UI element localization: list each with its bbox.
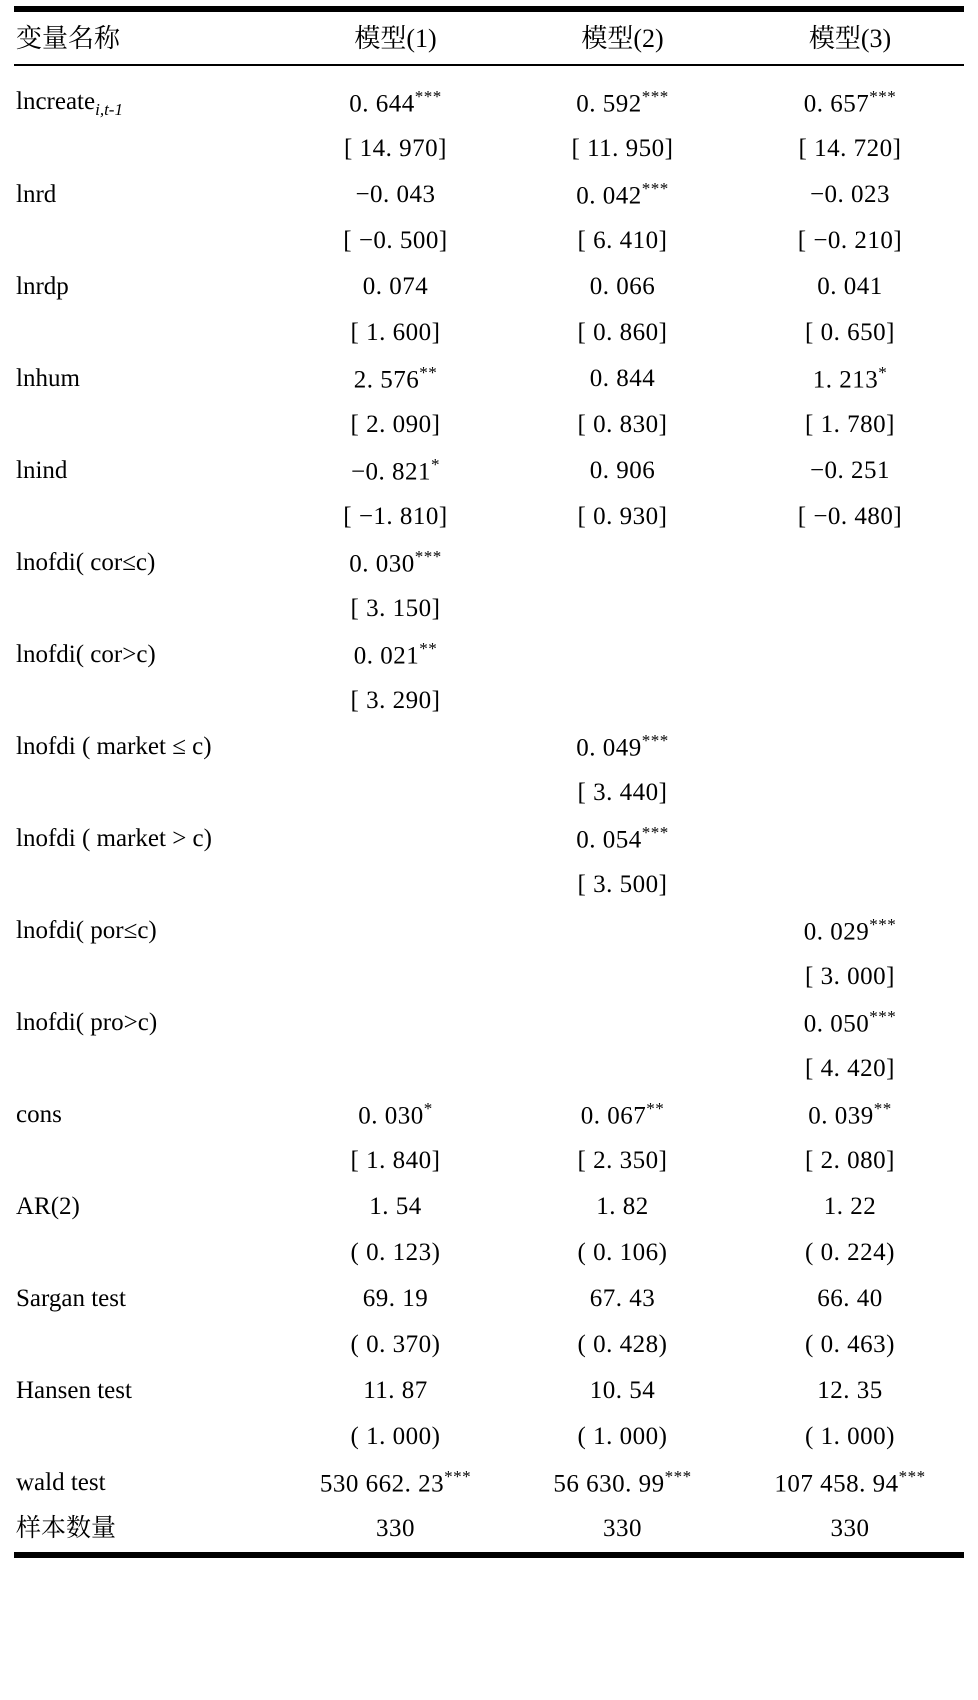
- coefficient-cell: [509, 908, 736, 954]
- coefficient-cell: [282, 1000, 509, 1046]
- row-label: AR(2): [16, 1193, 80, 1221]
- test-statistic-cell: [282, 954, 509, 1000]
- test-statistic-cell: [ 11. 950]: [571, 134, 674, 162]
- test-statistic-cell: [ 0. 650]: [805, 318, 895, 346]
- row-label: lnrdp: [16, 273, 69, 301]
- coefficient-cell: 0. 074: [362, 272, 429, 300]
- test-statistic-cell: [ 2. 080]: [805, 1146, 895, 1174]
- test-statistic-cell: [736, 586, 964, 632]
- significance-stars: **: [419, 363, 438, 383]
- row-label: Sargan test: [16, 1285, 126, 1313]
- coefficient-cell: [736, 632, 964, 678]
- coefficient-cell: −0. 251: [809, 456, 891, 484]
- table-row: [14, 678, 964, 724]
- significance-stars: **: [419, 639, 438, 659]
- test-statistic-cell: [ 4. 420]: [805, 1054, 895, 1082]
- coefficient-cell: 0. 067**: [580, 1099, 665, 1130]
- significance-stars: *: [878, 363, 888, 383]
- row-label: lnofdi ( market ≤ c): [16, 733, 212, 761]
- test-statistic-cell: [ 1. 840]: [350, 1146, 441, 1174]
- row-label: Hansen test: [16, 1377, 132, 1405]
- header-model-2: 模型(2): [581, 24, 664, 53]
- table-body: [14, 66, 964, 1552]
- coefficient-cell: −0. 821*: [350, 455, 441, 486]
- row-label-empty: [14, 1046, 282, 1092]
- significance-stars: *: [431, 455, 441, 475]
- significance-stars: ***: [641, 87, 669, 107]
- row-label: lnofdi( cor≤c): [16, 549, 156, 577]
- coefficient-cell: 0. 030***: [349, 547, 442, 578]
- significance-stars: ***: [414, 87, 442, 107]
- test-statistic-cell: [ −1. 810]: [343, 502, 448, 530]
- significance-stars: **: [873, 1099, 892, 1119]
- test-statistic-cell: [ 2. 350]: [577, 1146, 668, 1174]
- table-row: [14, 724, 964, 770]
- test-statistic-cell: [ 3. 000]: [805, 962, 895, 990]
- table-row: [14, 1276, 964, 1322]
- test-statistic-cell: ( 0. 370): [350, 1330, 441, 1358]
- coefficient-cell: 66. 40: [817, 1284, 883, 1312]
- table-row: [14, 816, 964, 862]
- coefficient-cell: 1. 82: [596, 1192, 649, 1220]
- test-statistic-cell: [736, 862, 964, 908]
- table-row: [14, 448, 964, 494]
- table-row: [14, 1414, 964, 1460]
- coefficient-cell: 2. 576**: [353, 363, 438, 394]
- row-label: cons: [16, 1101, 62, 1129]
- coefficient-cell: 0. 844: [589, 364, 656, 392]
- test-statistic-cell: [ 0. 860]: [577, 318, 668, 346]
- coefficient-cell: −0. 043: [355, 180, 436, 208]
- test-statistic-cell: ( 1. 000): [577, 1422, 668, 1450]
- coefficient-cell: 12. 35: [817, 1376, 883, 1404]
- significance-stars: ***: [869, 87, 897, 107]
- row-label-empty: [14, 402, 282, 448]
- coefficient-cell: 0. 042***: [576, 179, 669, 210]
- header-model-3: 模型(3): [808, 24, 892, 53]
- test-statistic-cell: [282, 1046, 509, 1092]
- significance-stars: ***: [641, 179, 669, 199]
- coefficient-cell: 56 630. 99***: [553, 1467, 692, 1498]
- test-statistic-cell: [ 14. 970]: [344, 134, 447, 162]
- significance-stars: *: [423, 1099, 433, 1119]
- row-label: lnofdi( cor>c): [16, 641, 156, 669]
- row-label-empty: [14, 494, 282, 540]
- row-label: 样本数量: [16, 1515, 117, 1543]
- coefficient-cell: 0. 021**: [353, 639, 438, 670]
- table-row: [14, 310, 964, 356]
- coefficient-cell: [736, 540, 964, 586]
- row-label-empty: [14, 218, 282, 264]
- row-label-empty: [14, 1138, 282, 1184]
- significance-stars: ***: [869, 915, 897, 935]
- significance-stars: ***: [641, 731, 669, 751]
- table-row: [14, 1092, 964, 1138]
- table-row: [14, 1138, 964, 1184]
- table-row: [14, 1460, 964, 1506]
- table-row: [14, 172, 964, 218]
- test-statistic-cell: [ 14. 720]: [798, 134, 902, 162]
- coefficient-cell: [282, 816, 509, 862]
- table-row: [14, 1322, 964, 1368]
- coefficient-cell: [282, 724, 509, 770]
- row-label: lnhum: [16, 365, 80, 393]
- spacer-cell: [509, 66, 736, 80]
- row-label-empty: [14, 1414, 282, 1460]
- test-statistic-cell: [ 3. 500]: [577, 870, 668, 898]
- row-label: lncreate$_{i,t-1}$: [16, 87, 123, 119]
- coefficient-cell: 0. 066: [589, 272, 656, 300]
- significance-stars: ***: [664, 1467, 692, 1487]
- row-label-empty: [14, 770, 282, 816]
- table-row: [14, 218, 964, 264]
- table-row: [14, 1368, 964, 1414]
- table-row: [14, 862, 964, 908]
- table-row: [14, 1506, 964, 1552]
- coefficient-cell: [282, 908, 509, 954]
- coefficient-cell: 69. 19: [362, 1284, 429, 1312]
- row-label-empty: [14, 862, 282, 908]
- test-statistic-cell: [736, 678, 964, 724]
- table-row: [14, 1000, 964, 1046]
- table-row: [14, 264, 964, 310]
- test-statistic-cell: ( 0. 463): [805, 1330, 895, 1358]
- spacer-cell: [14, 66, 282, 80]
- row-label-empty: [14, 310, 282, 356]
- row-label-empty: [14, 954, 282, 1000]
- header-model-1: 模型(1): [354, 24, 437, 53]
- test-statistic-cell: [736, 770, 964, 816]
- row-label: lnrd: [16, 181, 57, 209]
- test-statistic-cell: [ 2. 090]: [350, 410, 441, 438]
- test-statistic-cell: [ −0. 480]: [797, 502, 903, 530]
- test-statistic-cell: [ 1. 780]: [805, 410, 895, 438]
- row-label-empty: [14, 678, 282, 724]
- coefficient-cell: 330: [376, 1514, 415, 1542]
- coefficient-cell: 10. 54: [589, 1376, 656, 1404]
- test-statistic-cell: ( 0. 123): [350, 1238, 441, 1266]
- table-row: [14, 586, 964, 632]
- coefficient-cell: [736, 724, 964, 770]
- coefficient-cell: 67. 43: [589, 1284, 656, 1312]
- table-row: [14, 356, 964, 402]
- test-statistic-cell: ( 1. 000): [350, 1422, 441, 1450]
- significance-stars: ***: [641, 823, 669, 843]
- coefficient-cell: 1. 22: [823, 1192, 877, 1220]
- table-row: [14, 1184, 964, 1230]
- row-label: wald test: [16, 1469, 106, 1497]
- test-statistic-cell: [ 6. 410]: [577, 226, 668, 254]
- test-statistic-cell: [282, 770, 509, 816]
- coefficient-cell: 1. 213*: [812, 363, 888, 394]
- coefficient-cell: 0. 050***: [803, 1007, 897, 1038]
- statistical-table-container: [0, 6, 978, 1700]
- test-statistic-cell: ( 0. 106): [577, 1238, 668, 1266]
- coefficient-cell: 107 458. 94***: [774, 1467, 926, 1498]
- header-variable-name: 变量名称: [16, 24, 121, 53]
- significance-stars: ***: [414, 547, 442, 567]
- table-row: [14, 80, 964, 126]
- coefficient-cell: 0. 644***: [349, 87, 442, 118]
- table-row: [14, 1046, 964, 1092]
- test-statistic-cell: [509, 1046, 736, 1092]
- regression-results-body: [14, 66, 964, 1552]
- regression-results-table: [14, 12, 964, 64]
- test-statistic-cell: [ 1. 600]: [350, 318, 441, 346]
- test-statistic-cell: ( 0. 428): [577, 1330, 668, 1358]
- coefficient-cell: 0. 592***: [576, 87, 669, 118]
- test-statistic-cell: [282, 862, 509, 908]
- table-row: [14, 494, 964, 540]
- row-label: lnofdi( por≤c): [16, 917, 157, 945]
- table-row: [14, 402, 964, 448]
- coefficient-cell: −0. 023: [809, 180, 891, 208]
- test-statistic-cell: [ 3. 150]: [350, 594, 441, 622]
- spacer-cell: [736, 66, 964, 80]
- significance-stars: ***: [898, 1467, 926, 1487]
- table-row: [14, 126, 964, 172]
- coefficient-cell: 0. 039**: [808, 1099, 892, 1130]
- coefficient-cell: 330: [830, 1514, 870, 1542]
- test-statistic-cell: [509, 954, 736, 1000]
- significance-stars: ***: [869, 1007, 897, 1027]
- table-row: [14, 1230, 964, 1276]
- test-statistic-cell: ( 1. 000): [805, 1422, 895, 1450]
- row-label: lnofdi ( market > c): [16, 825, 212, 853]
- coefficient-cell: [509, 540, 736, 586]
- row-label: lnofdi( pro>c): [16, 1009, 158, 1037]
- coefficient-cell: 11. 87: [363, 1376, 428, 1404]
- test-statistic-cell: [ 3. 440]: [577, 778, 668, 806]
- test-statistic-cell: ( 0. 224): [805, 1238, 895, 1266]
- table-row: [14, 540, 964, 586]
- row-label: lnind: [16, 457, 68, 485]
- table-row: [14, 908, 964, 954]
- table-header: [14, 12, 964, 64]
- spacer-cell: [282, 66, 509, 80]
- coefficient-cell: [509, 632, 736, 678]
- coefficient-cell: 330: [603, 1514, 642, 1542]
- test-statistic-cell: [ 3. 290]: [350, 686, 441, 714]
- coefficient-cell: 0. 049***: [576, 731, 669, 762]
- table-row: [14, 770, 964, 816]
- row-label-empty: [14, 126, 282, 172]
- row-label-empty: [14, 586, 282, 632]
- significance-stars: ***: [444, 1467, 472, 1487]
- table-row: [14, 954, 964, 1000]
- coefficient-cell: [509, 1000, 736, 1046]
- row-label-empty: [14, 1322, 282, 1368]
- coefficient-cell: 0. 657***: [803, 87, 897, 118]
- coefficient-cell: 0. 054***: [576, 823, 669, 854]
- coefficient-cell: 0. 041: [817, 272, 883, 300]
- coefficient-cell: 0. 030*: [358, 1099, 433, 1130]
- row-label-empty: [14, 1230, 282, 1276]
- test-statistic-cell: [509, 678, 736, 724]
- test-statistic-cell: [ 0. 930]: [577, 502, 668, 530]
- table-row: [14, 632, 964, 678]
- coefficient-cell: 530 662. 23***: [319, 1467, 472, 1498]
- coefficient-cell: 0. 906: [589, 456, 656, 484]
- test-statistic-cell: [ −0. 500]: [343, 226, 448, 254]
- test-statistic-cell: [ −0. 210]: [797, 226, 903, 254]
- table-bottom-rule: [14, 1552, 964, 1558]
- header-row: [14, 12, 964, 64]
- coefficient-cell: 0. 029***: [803, 915, 897, 946]
- test-statistic-cell: [ 0. 830]: [577, 410, 668, 438]
- significance-stars: **: [646, 1099, 665, 1119]
- test-statistic-cell: [509, 586, 736, 632]
- coefficient-cell: 1. 54: [369, 1192, 422, 1220]
- coefficient-cell: [736, 816, 964, 862]
- table-spacer-row: [14, 66, 964, 80]
